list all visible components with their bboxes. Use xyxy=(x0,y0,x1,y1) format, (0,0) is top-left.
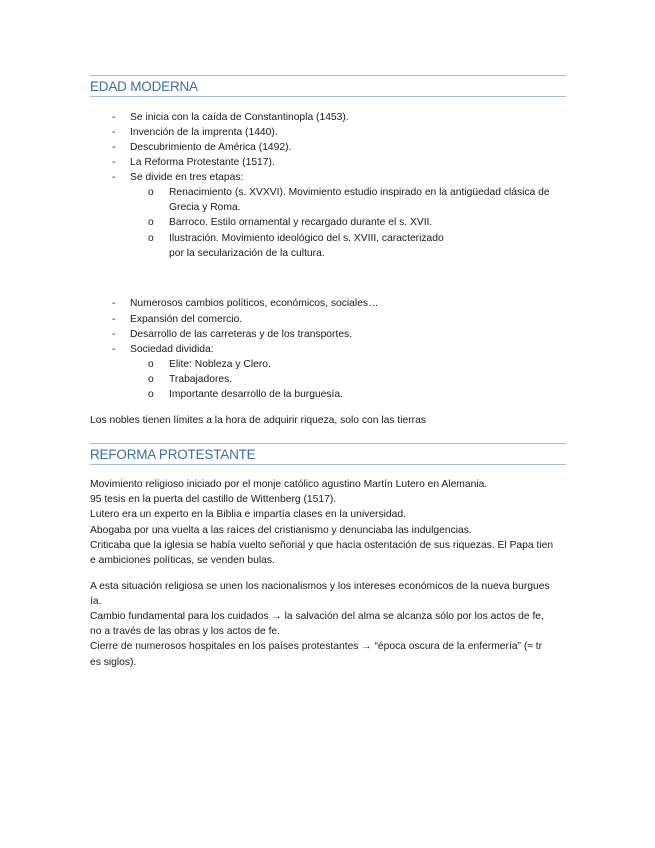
circle-marker: o xyxy=(148,233,154,244)
section-heading-reforma xyxy=(90,443,566,465)
sublist-item: Trabajadores. xyxy=(169,374,233,385)
list-item: Desarrollo de las carreteras y de los transportes. xyxy=(130,329,353,340)
dash-marker: - xyxy=(112,314,116,325)
text-line: Cambio fundamental para los cuidados → la salvación del alma se alcanza sólo por los actos de fe, xyxy=(90,611,544,622)
text-line: Movimiento religioso iniciado por el monje católico agustino Martín Lutero en Alemania. xyxy=(90,479,488,490)
sublist-item: Elite: Nobleza y Clero. xyxy=(169,359,271,370)
text-line: Cierre de numerosos hospitales en los países protestantes → “época oscura de la enfermería” (≈ tr xyxy=(90,641,543,652)
sublist-item: Ilustración. Movimiento ideológico del s. XVIII, caracterizado xyxy=(169,233,444,244)
heading-text: REFORMA PROTESTANTE xyxy=(90,447,256,462)
list-item: Se divide en tres etapas: xyxy=(130,172,244,183)
text-line: ía. xyxy=(90,596,102,607)
dash-marker: - xyxy=(112,329,116,340)
note-paragraph: Los nobles tienen límites a la hora de adquirir riqueza, solo con las tierras xyxy=(90,415,426,426)
dash-marker: - xyxy=(112,112,116,123)
sublist-item: Barroco. Estilo ornamental y recargado durante el s. XVII. xyxy=(169,217,433,228)
dash-marker: - xyxy=(112,157,116,168)
dash-marker: - xyxy=(112,344,116,355)
circle-marker: o xyxy=(148,217,154,228)
sublist-item-continuation: por la secularización de la cultura. xyxy=(169,248,325,259)
circle-marker: o xyxy=(148,359,154,370)
dash-marker: - xyxy=(112,127,116,138)
circle-marker: o xyxy=(148,374,154,385)
text-line: e ambiciones políticas, se venden bulas. xyxy=(90,555,275,566)
section-heading-edad-moderna xyxy=(90,75,566,97)
list-item: Numerosos cambios políticos, económicos, sociales… xyxy=(130,298,379,309)
text-line: es siglos). xyxy=(90,657,137,668)
sublist-item-continuation: Grecia y Roma. xyxy=(169,202,241,213)
list-item: Invención de la imprenta (1440). xyxy=(130,127,278,138)
sublist-item: Importante desarrollo de la burguesía. xyxy=(169,389,344,400)
text-line: A esta situación religiosa se unen los nacionalismos y los intereses económicos de la nueva burgues xyxy=(90,581,550,592)
circle-marker: o xyxy=(148,187,154,198)
text-line: Lutero era un experto en la Biblia e impartía clases en la universidad. xyxy=(90,509,406,520)
text-line: no a través de las obras y los actos de fe. xyxy=(90,626,281,637)
list-item: Se inicia con la caída de Constantinopla (1453). xyxy=(130,112,349,123)
list-item: Expansión del comercio. xyxy=(130,314,243,325)
list-item: La Reforma Protestante (1517). xyxy=(130,157,275,168)
dash-marker: - xyxy=(112,298,116,309)
list-item: Sociedad dividida: xyxy=(130,344,214,355)
circle-marker: o xyxy=(148,389,154,400)
text-line: 95 tesis en la puerta del castillo de Wittenberg (1517). xyxy=(90,494,337,505)
list-item: Descubrimiento de América (1492). xyxy=(130,142,292,153)
dash-marker: - xyxy=(112,142,116,153)
text-line: Abogaba por una vuelta a las raíces del cristianismo y denunciaba las indulgencias. xyxy=(90,525,472,536)
heading-text: EDAD MODERNA xyxy=(90,79,198,94)
dash-marker: - xyxy=(112,172,116,183)
sublist-item: Renacimiento (s. XVXVI). Movimiento estudio inspirado en la antigüedad clásica de xyxy=(169,187,550,198)
text-line: Criticaba que la iglesia se había vuelto señorial y que hacía ostentación de sus riquezas. El Papa tien xyxy=(90,540,554,551)
